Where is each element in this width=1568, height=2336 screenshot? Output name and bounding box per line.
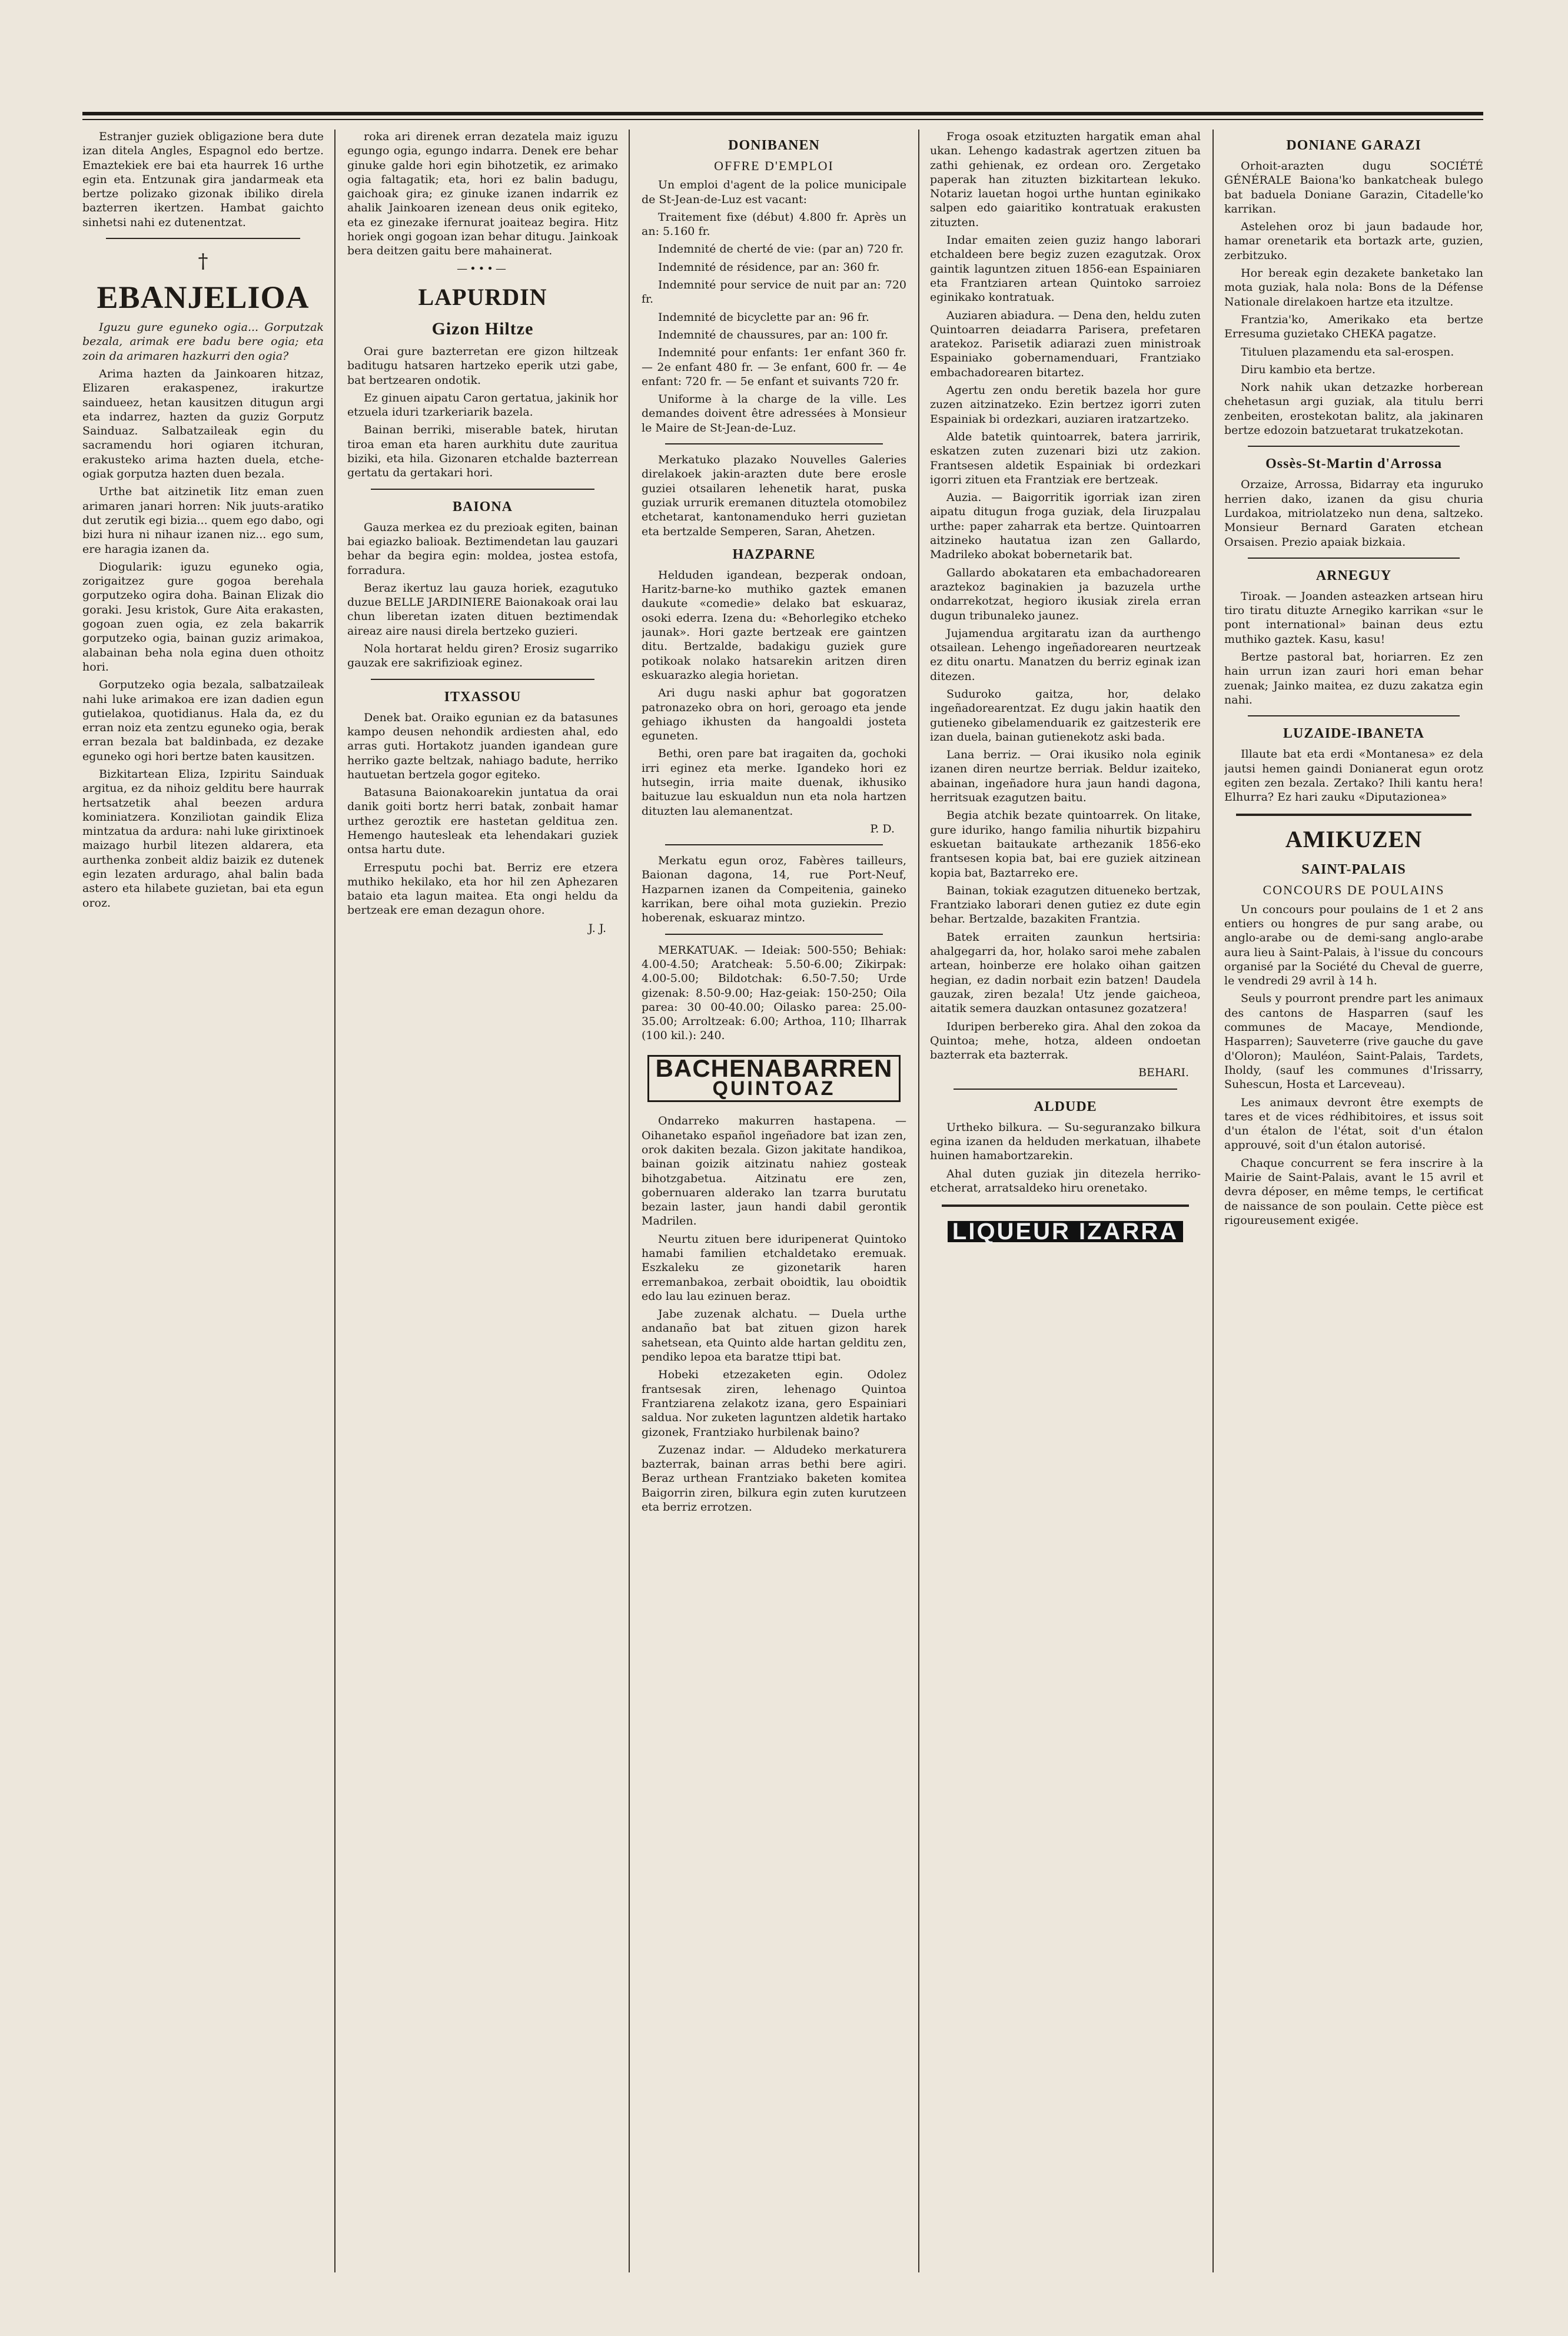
article-paragraph: Seuls y pourront prendre part les animaux des cantons de Hasparren (sauf les communes de Macaye, Mendionde, Hasparren); Sauveterre (rive gauche du gave d'Oloron); Mauléon, Saint-Palais, Tardets, Iholdy, (sauf les communes d'Irissarry, Suhescun, Hosta et Larceveau).: [1224, 992, 1483, 1091]
article-paragraph: Alde batetik quintoarrek, batera jarririk, eskatzen zuten zuzenari bizi utz zakion. Frantsesen aldetik Espainiak bi ordezkari igorri zituen eta Frantziak ere bertzeak.: [930, 430, 1201, 486]
article-paragraph: Zuzenaz indar. — Aldudeko merkaturera bazterrak, bainan arras bethi bere agiri. Beraz urthean Frantziako baketen komitea Baigorrin ziren, bilkura egin zuten kurutzeen eta berriz errotzen.: [642, 1443, 906, 1514]
signature: P. D.: [870, 822, 895, 835]
arneguy-heading: ARNEGUY: [1315, 568, 1392, 583]
article-paragraph: Ondarreko makurren hastapena. — Oihanetako español ingeñadore bat izan zen, orok dakiten bezala. Gizon jakitate handikoa, bainan goizik aitzinatu nahiez gosteak bihotzgabetua. Aitzinatu ere zen, gobernuaren alderako lan tzarra burutatu bezain laster, jaun handi dabil gerontik Madrilen.: [642, 1114, 906, 1228]
column-separator: [334, 130, 335, 2272]
section-rule: [665, 934, 883, 935]
izarra-advert: LIQUEUR IZARRA: [948, 1221, 1183, 1242]
article-paragraph: Batek erraiten zaunkun hertsiria: ahalgegarri da, hor, holako saroi mehe zabalen artean, hoinberze ere holako oihan gaitzen hegian, ez dadin norbait ezin batzen! Daudela gauzak, ziren bezala! Utz jende gaicheoa, aitatik semera dauzkan ontasunez gozatzera!: [930, 930, 1201, 1016]
hazparne-heading: HAZPARNE: [732, 546, 816, 562]
column-1: [82, 130, 324, 2272]
article-paragraph: Lana berriz. — Orai ikusiko nola eginik izanen diren neurtze berriak. Beldur izaiteko, abainan, ingeñadore hura jaun handi dagona, herritsuak ezagutzen baitu.: [930, 748, 1201, 805]
section-rule: [1236, 814, 1471, 816]
article-paragraph: Indemnité de résidence, par an: 360 fr.: [658, 260, 880, 274]
article-paragraph: Indemnité pour enfants: 1er enfant 360 fr. — 2e enfant 480 fr. — 3e enfant, 600 fr. — 4e enfant: 720 fr. — 5e enfant et suivants 720 fr.: [642, 346, 906, 388]
article-paragraph: Les animaux devront être exempts de tares et de vices rédhibitoires, et issus soit d'un étalon de l'état, soit d'un étalon approuvé, soit d'un étalon autorisé.: [1224, 1096, 1483, 1152]
article-paragraph: Chaque concurrent se fera inscrire à la Mairie de Saint-Palais, avant le 15 avril et devra déposer, en même temps, le certificat de naissance de son poulain. Cette pièce est rigoureusement exigée.: [1224, 1156, 1483, 1227]
article-paragraph: Indemnité de cherté de vie: (par an) 720 fr.: [658, 243, 904, 256]
section-rule: [106, 238, 300, 239]
intro-paragraph: Estranjer guziek obligazione bera dute izan ditela Angles, Espagnol edo bertze. Emaztekiek ere bai eta haurrek 16 urthe egin eta. Entzunak gira jandarmeak eta bertze polizako gizonak ibiliko direla bazterren ikertzen. Hambat gaichto sinhetsi nahi ez dutenentzat.: [82, 130, 324, 229]
section-rule: [1248, 446, 1460, 447]
article-paragraph: Indemnité pour service de nuit par an: 720 fr.: [642, 278, 906, 306]
article-paragraph: Agertu zen ondu beretik bazela hor gure zuzen aitzinatzeko. Ezin bertzez igorri zuten Espainiak bi ordezkari, auziaren iratzartzeko.: [930, 384, 1201, 426]
section-rule: [371, 489, 594, 490]
concours-subheading: CONCOURS DE POULAINS: [1263, 882, 1445, 898]
article-paragraph: Froga osoak etzituzten hargatik eman ahal ukan. Lehengo kadastrak agertzen zituen ba zathi gehienak, ez ordean oro. Zergetako paperak han zituzten bizkitartean lekuko. Notariz lauetan hogoi urthe huntan eginikako salpen edo gaiaritiko kontratuak erakusten zituzten.: [930, 130, 1201, 229]
column-4: [930, 130, 1201, 2272]
section-rule: [954, 1089, 1177, 1090]
saint-palais-heading: SAINT-PALAIS: [1301, 862, 1406, 878]
article-paragraph: Un emploi d'agent de la police municipale de St-Jean-de-Luz est vacant:: [642, 178, 906, 206]
ornament-divider: —•••—: [457, 262, 509, 275]
luzaide-heading: LUZAIDE-IBANETA: [1283, 726, 1424, 742]
article-paragraph: Nola hortarat heldu giren? Erosiz sugarriko gauzak ere sakrifizioak eginez.: [347, 642, 618, 670]
section-rule: [665, 443, 883, 444]
article-paragraph: Traitement fixe (début) 4.800 fr. Après un an: 5.160 fr.: [642, 210, 906, 238]
section-rule: [1248, 715, 1460, 716]
article-paragraph: Gorputzeko ogia bezala, salbatzaileak nahi luke arimakoa ere izan dadien egun gutielakoa, quotidianus. Hala da, ez du erran noiz eta zentzu eguneko ogia, berak erran bezala bat baldinbada, ez dezake eguneko ogi hori bertze baten kausitzen.: [82, 678, 324, 763]
article-paragraph: Helduden igandean, bezperak ondoan, Haritz-barne-ko muthiko gaztek emanen daukute «comedie» delako bat eskuaraz, osoki ederra. Izena du: «Behorlegiko etcheko jaunak». Hori gazte bertzeak ere gaintzen ditu. Bertzalde, badakigu guziek gure potikoak nolako hatsarekin aritzen diren eskuarazko alegia horietan.: [642, 568, 906, 682]
article-paragraph: Nork nahik ukan detzazke horberean chehetasun argi guziak, ala titulu berri zenbeiten, erostekotan balitz, ala jakinaren bertze edozoin batzuetarat trukatzekotan.: [1224, 381, 1483, 437]
article-paragraph: Hobeki etzezaketen egin. Odolez frantsesak ziren, lehenago Quintoa Frantziarena zelakotz izana, gero Espainiari saldua. Nor zuketen laguntzen aldetik hartako gizonek, Frantziako hurbilenak baino?: [642, 1368, 906, 1439]
article-paragraph: Orzaize, Arrossa, Bidarray eta inguruko herrien dako, izanen da gisu churia Lurdakoa, mitriolatzeko nun dena, saltzeko. Monsieur Bernard Garaten etchean Orsaisen. Prezio apaiak bizkaia.: [1224, 478, 1483, 549]
article-paragraph: Bainan berriki, miserable batek, hirutan tiroa eman eta haren aurkhitu dute zauritua biziki, eta hila. Gizonaren etchalde bazterrean gertatu da gertakari hori.: [347, 423, 618, 480]
article-paragraph: Orhoit-arazten dugu SOCIÉTÉ GÉNÉRALE Baiona'ko bankatcheak bulego bat baduela Doniane Garazin, Citadelle'ko karrikan.: [1224, 160, 1483, 215]
article-paragraph: roka ari direnek erran dezatela maiz iguzu egungo ogia, egungo indarra. Denek ere behar ginuke galde hori egin bihotzetik, ez arimako ogia faltagatik; eta, hori ez balin badugu, gaichoak gira; ez ginuke izanen indarrik ez ahalik Jainkoaren izenean deus onik egiteko, eta ez ginezake ifernurat joaiteaz begira. Hitz horiek ongi gogoan izan behar ditugu. Jainkoak bera deitzen gaitu bere mahainerat.: [347, 130, 618, 258]
article-paragraph: Bainan, tokiak ezagutzen ditueneko bertzak, Frantziako laborari denen gutiez ez dute egin behar. Bertzalde, bazakiten Frantzia.: [930, 884, 1201, 926]
article-paragraph: Erresputu pochi bat. Berriz ere etzera muthiko hekilako, eta hor hil zen Aphezaren bataio eta lagun maitea. Eta ongi heldu da bertzeak ere eman dezagun ohore.: [347, 861, 618, 917]
article-paragraph: Neurtu zituen bere iduripenerat Quintoko hamabi familien etchaldetako eremuak. Eszkaleku ze gizonetarik haren erremanbakoa, zerbait oboidtik, lau oboidtik edo lau lau ezinuen beraz.: [642, 1232, 906, 1303]
signature: BEHARI.: [1138, 1066, 1189, 1080]
column-2: [347, 130, 618, 2272]
article-paragraph: Uniforme à la charge de la ville. Les demandes doivent être adressées à Monsieur le Maire de St-Jean-de-Luz.: [642, 393, 906, 434]
market-prices: MERKATUAK. — Ideiak: 500-550; Behiak: 4.00-4.50; Aratcheak: 5.50-6.00; Zikirpak: 4.00-5.00; Bildotchak: 6.50-7.50; Urde gizenak: 8.50-9.00; Haz-geiak: 150-250; Oila parea: 30 00-40.00; Oilasko parea: 25.00-35.00; Arroltzeak: 6.00; Arthoa, 110; Ilharrak (100 kil.): 240.: [642, 943, 906, 1043]
article-paragraph: Bertze pastoral bat, horiarren. Ez zen hain urrun izan zauri hori eman behar zuenak; Jainko maitea, ez duzu zakatza egin nahi.: [1224, 651, 1483, 706]
cross-icon: †: [198, 250, 208, 274]
article-paragraph: Ez ginuen aipatu Caron gertatua, jakinik hor etzuela iduri tzarkeriarik bazela.: [347, 391, 618, 419]
column-separator: [918, 130, 919, 2272]
donibanen-heading: DONIBANEN: [728, 138, 820, 153]
article-paragraph: Arima hazten da Jainkoaren hitzaz, Elizaren erakaspenez, irakurtze saindueez, hetan kausitzen ditugun argi eta indarrez, hazten da guziz Gorputz Sainduaz. Salbatzaileak egin du sacramendu hori ogiaren itchuran, erakusteko arima hazten duela, etche-ogiak gorputza hazten duen bezala.: [82, 367, 324, 481]
article-paragraph: Hor bereak egin dezakete banketako lan mota guziak, hala nola: Bons de la Défense Nationale direlakoen hartze eta itzultze.: [1224, 267, 1483, 308]
article-paragraph: Beraz ikertuz lau gauza horiek, ezagutuko duzue BELLE JARDINIERE Baionakoak orai lau chun liberetan izaten dituen beztimendak aireaz aire nausi direla bertzeko guzieri.: [347, 581, 618, 638]
section-rule: [942, 1204, 1189, 1207]
top-rule-thin: [82, 119, 1483, 120]
article-paragraph: Indemnité de chaussures, par an: 100 fr.: [658, 328, 889, 341]
article-paragraph: Iguzu gure eguneko ogia... Gorputzak bezala, arimak ere badu bere ogia; eta zoin da arimaren hazkurri den ogia?: [82, 321, 324, 363]
article-paragraph: Astelehen oroz bi jaun badaude hor, hamar orenetarik eta bortazk arte, guzien, zerbitzuko.: [1224, 220, 1483, 262]
section-rule: [371, 679, 594, 680]
column-separator: [1212, 130, 1214, 2272]
article-paragraph: Tiroak. — Joanden asteazken artsean hiru tiro tiratu dituzte Arnegiko karrikan «sur le pont international» bainan deus eztu muthiko gaztek. Kasu, kasu!: [1224, 589, 1483, 646]
column-3: [642, 130, 906, 2272]
article-paragraph: Illaute bat eta erdi «Montanesa» ez dela jautsi hemen gaindi Donianerat egun orotz egiten zen bezala. Zertako? Ihili kantu hera! Elhurra? Ez hari zauku «Diputazionea»: [1224, 748, 1483, 804]
quintoaz-heading: QUINTOAZ: [712, 1077, 836, 1100]
article-paragraph: Batasuna Baionakoarekin juntatua da orai danik goiti bortz herri batak, zonbait hamar urthez geroztik ere hastetan gelditua zen. Hemengo hautesleak eta lehendakari guziek ontsa hartu dute.: [347, 786, 618, 857]
article-paragraph: Jujamendua argitaratu izan da aurthengo otsailean. Lehengo ingeñadorearen neurtzeak ez ditu onartu. Manatzen du berriz eginak izan ditezen.: [930, 626, 1201, 683]
article-paragraph: Auziaren abiadura. — Dena den, heldu zuten Quintoarren deiadarra Parisera, prefetaren aratekoz. Parisetik adiarazi zuen ministroak Espainiako gobernamenduari, Frantziako embachadorearen bitartez.: [930, 308, 1201, 379]
article-paragraph: Indemnité de bicyclette par an: 96 fr.: [658, 310, 869, 324]
article-paragraph: Iduripen berbereko gira. Ahal den zokoa da Quintoa; mehe, hotza, aldeen ondoetan bazterrak eta bazterrak.: [930, 1020, 1201, 1062]
aldude-heading: ALDUDE: [1034, 1099, 1097, 1114]
lapurdin-heading: LAPURDIN: [418, 283, 547, 310]
article-paragraph: Merkatuko plazako Nouvelles Galeries direlakoek jakin-arazten dute bere erosle guziei otsailaren lehenetik harat, puska guziak urrurik eremanen dituztela otomobilez etchetarat, kantonamenduko herri guzietan eta bertzalde Semperen, Saran, Ahetzen.: [642, 453, 906, 538]
article-paragraph: Bethi, oren pare bat iragaiten da, gochoki irri eginez eta merke. Igandeko hori ez hutsegin, irria maite duenak, ikhusiko baituzue lau eskualdun nun eta nola hartzen dituzten lau alemanentzat.: [642, 747, 906, 818]
article-paragraph: Ari dugu naski aphur bat gogoratzen patronazeko obra on hori, geroago eta jende gehiago ikhusten da hangoaldi josteta eguneten.: [642, 686, 906, 743]
article-paragraph: Merkatu egun oroz, Fabères tailleurs, Baionan dagona, 14, rue Port-Neuf, Hazparnen izanen da Compeitenia, gaineko karrikan, bere oihal mota guziekin. Prezio hoberenak, eskuaraz mintzo.: [642, 854, 906, 925]
osses-heading: Ossès-St-Martin d'Arrossa: [1265, 456, 1442, 472]
offre-subheading: OFFRE D'EMPLOI: [714, 158, 834, 173]
ebanjelioa-heading: EBANJELIOA: [97, 280, 310, 316]
signature: J. J.: [588, 921, 606, 935]
article-paragraph: Ahal duten guziak jin ditezela herriko-etcherat, arratsaldeko hiru orenetako.: [930, 1167, 1201, 1194]
bachenabarren-heading: BACHENABARREN: [655, 1054, 893, 1082]
article-paragraph: Jabe zuzenak alchatu. — Duela urthe andanaño bat bat zituen gizon harek sahetsean, eta Quinto alde hartan gelditu zen, pendiko lepoa eta baratze ttipi bat.: [642, 1308, 906, 1364]
newspaper-page: [82, 88, 1483, 2325]
article-paragraph: Diogularik: iguzu eguneko ogia, zorigaitzez gure gogoa berehala gorputzeko ogira doha. Bainan Elizak dio goraki. Jesu kristok, Gure Aita erakasten, gogoan zuen ogia, ez zela bakarrik gorputzeko ogia, bainan guziz arimakoa, alabainan beha nola egina duen othoitz hori.: [82, 560, 324, 673]
article-paragraph: Denek bat. Oraiko egunian ez da batasunes kampo deusen nehondik ardiesten ahal, edo arras guti. Hortakotz juanden igandean gure herriko gazte beltzak, nahiago badute, herriko hautuetan bertzela gogor egiteko.: [347, 711, 618, 781]
baiona-heading: BAIONA: [452, 499, 513, 515]
article-paragraph: Frantzia'ko, Amerikako eta bertze Erresuma guzietako CHEKA pagatze.: [1224, 313, 1483, 341]
top-rule: [82, 112, 1483, 115]
article-paragraph: Indar emaiten zeien guziz hango laborari etchaldeen bere begiz zuzen ezagutzak. Orox gaintik laguntzen zituen 1856-ean Espainiaren eta Frantziaren artean Quintoko sarroiez eginikako kontratuak.: [930, 234, 1201, 304]
article-paragraph: Urtheko bilkura. — Su-seguranzako bilkura egina izanen da helduden merkatuan, ilhabete huinen hamabortzarekin.: [930, 1120, 1201, 1163]
article-paragraph: Begia atchik bezate quintoarrek. On litake, gure iduriko, hango familia nihurtik bizpahiru eskuetan baitaukate arthezanik 1856-eko frantsesen kopia bat, bai ere guziek aitzinean kopia bat, Baztarreko ere.: [930, 809, 1201, 880]
itxassou-heading: ITXASSOU: [444, 689, 521, 705]
column-5: [1224, 130, 1483, 2272]
article-paragraph: Un concours pour poulains de 1 et 2 ans entiers ou hongres de pur sang arabe, ou anglo-arabe ou de demi-sang anglo-arabe aura lieu à Saint-Palais, à l'issue du concours organisé par la Société du Cheval de guerre, le vendredi 29 avril à 14 h.: [1224, 902, 1483, 988]
article-paragraph: Orai gure bazterretan ere gizon hiltzeak baditugu hatsaren hartzeko eperik utzi gabe, bat bertzearen ondotik.: [347, 344, 618, 387]
doniane-garazi-heading: DONIANE GARAZI: [1286, 138, 1421, 153]
article-paragraph: Bizkitartean Eliza, Izpiritu Sainduak argitua, ez da nihoiz gelditu bere haurrak hertsatzetik ahal beezen ardura kominiatzera. Konziliotan gaindik Eliza mintzatua da ardura: nahi luke girixtinoek maizago hurbil litezen aldarera, eta aurthenka zonbeit aldiz baizik ez dutenek egin lezaten ardurago, ahal balin bada astero eta hilabete guzietan, bai eta egun oroz.: [82, 767, 324, 910]
section-rule: [1248, 558, 1460, 559]
article-paragraph: Tituluen plazamendu eta sal-erospen.: [1241, 345, 1454, 359]
article-paragraph: Gauza merkea ez du prezioak egiten, bainan bai egiazko balioak. Beztimendetan lau gauzari behar da begira egin: moldea, jostea estofa, forradura.: [347, 520, 618, 577]
section-rule: [665, 844, 883, 845]
article-paragraph: Urthe bat aitzinetik Iitz eman zuen arimaren janari horren: Nik juuts-aratiko dut zerutik egi bizia... quem ego dabo, ogi bizi hura ni nihaur izanen niz... ego sum, ere haragia izanen da.: [82, 485, 324, 556]
gizon-hiltze-heading: Gizon Hiltze: [431, 318, 534, 339]
bachenabarren-box: [647, 1055, 901, 1103]
column-separator: [629, 130, 630, 2272]
article-paragraph: Auzia. — Baigorritik igorriak izan ziren aipatu ditugun froga guziak, dela Iiruzpalau urthe: paper zaharrak eta bertze. Quintoarren aitzineko hautatua izan zen Gallardo, Madrileko abokat bobernetarik bat.: [930, 491, 1201, 562]
article-paragraph: Diru kambio eta bertze.: [1241, 363, 1376, 376]
article-paragraph: Gallardo abokataren eta embachadorearen araztekoz baginakien ja bazuzela urthe ondarrekotzat, hegioro ikusiak zirela erran dugun tribunaleko jaunez.: [930, 566, 1201, 622]
amikuzen-heading: AMIKUZEN: [1285, 826, 1423, 853]
article-paragraph: Suduroko gaitza, hor, delako ingeñadorearentzat. Ez dugu jakin haatik den gutieneko gibelamenduarik ez gaitzesterik ere izan duela, bainan gutienekotz aski bada.: [930, 687, 1201, 744]
